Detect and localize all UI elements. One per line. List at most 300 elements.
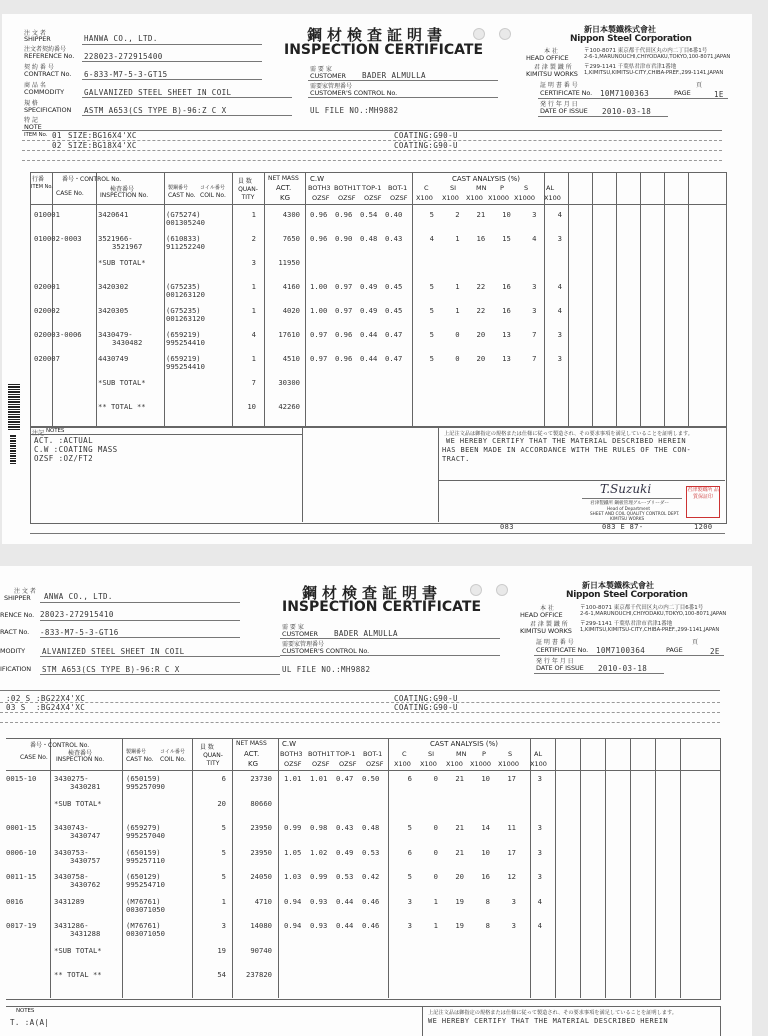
row-quantity: 3 (221, 921, 226, 930)
th-kg: KG (248, 760, 259, 768)
th-ca-unit-1: X100 (394, 760, 411, 768)
title-jp: 鋼材検査証明書 (307, 26, 448, 44)
th-cw-col-4: BOT-1 (363, 750, 383, 758)
kimitsu-address: 1,KIMITSU,KIMITSU-CITY,CHIBA-PREF.,299-1141,JAPAN (580, 627, 720, 633)
row-cast-analysis: 0 (433, 872, 438, 881)
th-cast-jp: 製鋼番号 (168, 185, 189, 191)
note-label-jp: 特 記 (24, 117, 38, 124)
row-quantity: 7 (251, 378, 256, 387)
row-inspection-no: *SUB TOTAL* (98, 258, 146, 267)
row-net-mass: 11950 (278, 258, 300, 267)
customer-value: BADER ALMULLA (334, 629, 398, 638)
spec-value: ASTM A653(CS TYPE B)-96:Z C X (84, 106, 227, 115)
signature: T.Suzuki (600, 482, 652, 496)
row-cast-analysis: 19 (455, 896, 464, 906)
th-coil: COIL No. (200, 192, 226, 199)
shipper-label: SHIPPER (4, 594, 31, 602)
row-coating-mass: 0.48 (360, 234, 378, 243)
inspection-table (30, 172, 727, 428)
row-cast-analysis: 3 (407, 896, 412, 906)
row-cast-analysis: 13 (502, 330, 511, 339)
row-coating-mass: 0.49 (360, 306, 378, 315)
row-cast-analysis: 7 (532, 330, 537, 339)
th-ca-al: AL (534, 750, 543, 758)
row-cast-analysis: 3 (537, 872, 542, 881)
row-coating-mass: 0.97 (335, 282, 353, 291)
title-en: INSPECTION CERTIFICATE (284, 42, 484, 58)
th-act: ACT. (276, 184, 292, 192)
row-cast-analysis: 7 (532, 354, 537, 363)
binder-hole (499, 28, 511, 40)
row-inspection-no-end: 3431288 (70, 929, 101, 938)
th-cw-col-4: BOT-1 (388, 184, 408, 192)
page-label: PAGE (674, 89, 691, 97)
footer-code-2: 083 E 87- (602, 523, 644, 531)
row-cast-analysis: 21 (455, 823, 464, 832)
row-cast-analysis: 1 (455, 234, 460, 243)
customer-control-label-jp: 需要家管理番号 (282, 641, 325, 648)
row-coating-mass: 0.96 (335, 330, 353, 339)
th-cw-unit-3: OZSF (339, 760, 357, 768)
th-item-jp: 行番 (32, 176, 45, 183)
th-cw-unit-1: OZSF (284, 760, 302, 768)
row-cast-analysis: 15 (502, 234, 511, 243)
row-cast-analysis: 5 (429, 354, 434, 363)
row-cast-analysis: 1 (433, 896, 438, 906)
row-cast-analysis: 21 (455, 847, 464, 857)
th-cw-unit-3: OZSF (364, 194, 382, 202)
row-cast-analysis: 4 (537, 921, 542, 930)
row-cast-analysis: 0 (433, 823, 438, 832)
th-qty: QUAN- TITY (238, 186, 258, 201)
row-coating-mass: 1.01 (284, 774, 302, 783)
row-cast-analysis: 5 (429, 282, 434, 291)
row-cast-analysis: 17 (507, 774, 516, 783)
row-cast-no: (650159) (126, 774, 161, 783)
binder-hole (496, 584, 508, 596)
row-net-mass: 23730 (250, 774, 272, 783)
certification-line-1: WE HEREBY CERTIFY THAT THE MATERIAL DESCRIBED HEREIN (446, 437, 686, 445)
row-cast-no: (G75274) (166, 210, 201, 219)
th-control: 番号・CONTROL No. (62, 176, 122, 183)
row-coating-mass: 0.97 (335, 306, 353, 315)
contract-label-jp: 契 約 番 号 (24, 64, 54, 71)
row-cast-analysis: 3 (557, 234, 562, 243)
row-coating-mass: 0.94 (284, 921, 302, 930)
th-cast: CAST No. (126, 756, 154, 763)
row-coil-no: 911252240 (166, 242, 205, 251)
item-size-1: SIZE:BG16X4'XC (68, 131, 137, 140)
row-case-no: 020001 (34, 282, 60, 291)
row-inspection-no: 3430753- (54, 847, 89, 857)
row-case-no: 0001-15 (6, 823, 37, 832)
row-cast-analysis: 3 (407, 921, 412, 930)
row-coating-mass: 0.54 (360, 210, 378, 219)
certification-line-3: TRACT. (442, 455, 470, 463)
th-item: ITEM No. (31, 184, 53, 190)
row-cast-analysis: 4 (429, 234, 434, 243)
footer-code-3: 1200 (694, 523, 713, 531)
customer-label-jp: 需 要 家 (282, 624, 304, 631)
item-size-2: :BG22X4'XC (36, 694, 86, 703)
row-coating-mass: 0.43 (385, 234, 403, 243)
row-inspection-no: 3420302 (98, 282, 129, 291)
row-inspection-no: 3430743- (54, 823, 89, 832)
row-coating-mass: 0.46 (362, 921, 380, 930)
row-cast-analysis: 10 (502, 210, 511, 219)
row-coil-no: 995257090 (126, 782, 165, 791)
certification-line-1: WE HEREBY CERTIFY THAT THE MATERIAL DESCRIBED HEREIN (428, 1017, 668, 1025)
row-case-no: 020002 (34, 306, 60, 315)
row-coating-mass: 0.97 (310, 354, 328, 363)
footer-code-1: 083 (500, 523, 514, 531)
row-inspection-no: *SUB TOTAL* (98, 378, 146, 387)
note-label: NOTE (24, 123, 42, 131)
item-size-3: :BG24X4'XC (36, 703, 86, 712)
row-quantity: 3 (251, 258, 256, 267)
row-coating-mass: 1.00 (310, 306, 328, 315)
row-coating-mass: 0.44 (336, 921, 354, 930)
date-label-jp: 発 行 年 月 日 (540, 101, 578, 108)
th-cw-col-1: BOTH3 (280, 750, 303, 758)
row-inspection-no: 3430758- (54, 872, 89, 881)
kimitsu-address-jp: 〒299-1141 千葉県君津市君津1番地 (584, 64, 677, 70)
row-cast-analysis: 20 (455, 872, 464, 881)
page-label: PAGE (666, 646, 683, 654)
ul-file-value: UL FILE NO.:MH9882 (282, 665, 371, 674)
row-case-no: 0015-10 (6, 774, 37, 783)
row-inspection-no: 3430275- (54, 774, 89, 783)
row-quantity: 10 (247, 402, 256, 411)
row-coating-mass: 0.93 (310, 921, 328, 930)
page-label-jp: 頁 (696, 82, 703, 89)
row-inspection-no-end: 3430747 (70, 831, 101, 840)
row-cast-analysis: 5 (429, 210, 434, 219)
item-size-2: SIZE:BG18X4'XC (68, 141, 137, 150)
signer-title: Head of Department (607, 506, 650, 511)
page-value: 1E (714, 90, 724, 99)
certification-jp: 上記注文品は御指定の規格または仕様に従って製造され、その要求事項を満足していることを証明します。 (428, 1010, 677, 1016)
th-cast-jp: 製鋼番号 (126, 749, 147, 755)
row-cast-no: (659219) (166, 354, 201, 363)
customer-value: BADER ALMULLA (362, 71, 426, 80)
commodity-value: GALVANIZED STEEL SHEET IN COIL (84, 88, 232, 97)
customer-label: CUSTOMER (282, 630, 318, 638)
row-coating-mass: 0.42 (362, 872, 380, 881)
item-coating-2: COATING:G90-U (394, 694, 458, 703)
head-office-address: 2-6-1,MARUNOUCHI,CHIYODAKU,TOKYO,100-8071,JAPAN (584, 54, 731, 60)
row-cast-analysis: 20 (476, 354, 486, 363)
row-inspection-no: 3521966- (98, 234, 133, 243)
th-cw-col-1: BOTH3 (308, 184, 331, 192)
row-cast-no: (M76761) (126, 896, 161, 906)
th-qty: QUAN- TITY (203, 752, 223, 767)
reference-label-jp: 注文者契約番号 (24, 46, 67, 53)
row-coating-mass: 0.47 (385, 354, 403, 363)
customer-control-label-jp: 需要家管理番号 (310, 83, 353, 90)
row-cast-analysis: 3 (537, 847, 542, 857)
row-net-mass: 23950 (250, 823, 272, 832)
certification-line-2: HAS BEEN MADE IN ACCORDANCE WITH THE RULES OF THE CON- (442, 446, 692, 454)
th-ca-al: AL (546, 184, 555, 192)
row-coil-no: 995257040 (126, 831, 165, 840)
commodity-label-jp: 商 品 名 (24, 82, 46, 89)
page-value: 2E (710, 647, 720, 656)
head-office-address-jp: 〒100-8071 東京都千代田区丸の内二丁目6番1号 (584, 48, 708, 54)
row-coating-mass: 0.47 (385, 330, 403, 339)
row-quantity: 1 (251, 210, 256, 219)
th-cw-unit-4: OZSF (366, 760, 384, 768)
th-ca-unit-3: X100 (446, 760, 463, 768)
row-case-no: 010002-0003 (34, 234, 82, 243)
row-coating-mass: 0.46 (362, 896, 380, 906)
contract-label: RACT No. (0, 628, 30, 636)
note-line-2: C.W :COATING MASS (34, 445, 118, 454)
reference-label: RENCE No. (0, 611, 35, 619)
row-inspection-no: *SUB TOTAL* (54, 945, 102, 955)
th-net-mass: NET MASS (268, 175, 299, 182)
th-kg: KG (280, 194, 291, 202)
kimitsu-label: KIMITSU WORKS (520, 627, 572, 635)
row-cast-analysis: 5 (429, 330, 434, 339)
row-net-mass: 23950 (250, 847, 272, 857)
customer-label-jp: 需 要 家 (310, 66, 332, 73)
row-coating-mass: 0.43 (336, 823, 354, 832)
certno-label: CERTIFICATE No. (540, 89, 593, 97)
row-quantity: 1 (251, 282, 256, 291)
row-net-mass: 4160 (282, 282, 300, 291)
certification-jp: 上記注文品は御指定の規格または仕様に従って製造され、その要求事項を満足していることを証明します。 (444, 431, 693, 437)
note-line-1: ACT. :ACTUAL (34, 436, 93, 445)
th-cw-col-3: TOP-1 (336, 750, 356, 758)
th-cw: C.W (282, 740, 297, 748)
row-cast-analysis: 16 (502, 282, 511, 291)
row-coating-mass: 1.01 (310, 774, 328, 783)
row-case-no: 0016 (6, 896, 24, 906)
th-qty-jp: 員 数 (238, 178, 252, 185)
row-coating-mass: 1.00 (310, 282, 328, 291)
item-no-3: 03 S (6, 703, 26, 712)
customer-control-label: CUSTOMER'S CONTROL No. (282, 647, 370, 655)
row-quantity: 20 (217, 798, 226, 808)
th-cw-col-2: BOTH1T (308, 750, 335, 758)
th-ca-unit-5: X1000 (498, 760, 519, 768)
th-ca-mn: MN (456, 750, 467, 758)
row-coating-mass: 0.93 (310, 896, 328, 906)
row-net-mass: 4020 (282, 306, 300, 315)
note-line: T. :A(A| (10, 1018, 50, 1027)
row-cast-no: (659279) (126, 823, 161, 832)
row-coating-mass: 0.99 (284, 823, 302, 832)
th-ca-s: S (524, 184, 529, 192)
row-inspection-no: ** TOTAL ** (98, 402, 146, 411)
th-net-mass: NET MASS (236, 740, 267, 747)
row-cast-analysis: 0 (455, 354, 460, 363)
spec-label: IFICATION (0, 665, 32, 673)
th-cw-unit-2: OZSF (312, 760, 330, 768)
row-quantity: 6 (221, 774, 226, 783)
row-cast-analysis: 22 (476, 282, 486, 291)
th-ca-unit-4: X1000 (488, 194, 509, 202)
th-insp-jp: 検査番号 (110, 186, 135, 193)
row-quantity: 5 (221, 847, 226, 857)
row-coating-mass: 0.40 (385, 210, 403, 219)
row-case-no: 020007 (34, 354, 60, 363)
th-ca-unit-4: X1000 (470, 760, 491, 768)
notes-label: NOTES (16, 1008, 35, 1014)
row-coating-mass: 0.96 (310, 210, 328, 219)
barcode (10, 434, 16, 464)
th-cw: C.W (310, 175, 325, 183)
row-cast-analysis: 6 (407, 774, 412, 783)
row-cast-analysis: 3 (532, 282, 537, 291)
th-cw-unit-2: OZSF (338, 194, 356, 202)
th-ca-si: SI (450, 184, 457, 192)
th-insp-jp: 検査番号 (68, 750, 93, 757)
company-name-jp: 新日本製鐵株式會社 (582, 581, 654, 590)
row-coating-mass: 0.45 (385, 282, 403, 291)
title-jp: 鋼材検査証明書 (302, 584, 443, 602)
barcode (8, 384, 20, 430)
spec-value: STM A653(CS TYPE B)-96:R C X (42, 665, 180, 674)
row-cast-analysis: 1 (455, 282, 460, 291)
th-coil-jp: コイル番号 (200, 185, 225, 191)
row-coating-mass: 0.90 (335, 234, 353, 243)
row-cast-analysis: 13 (502, 354, 511, 363)
item-no-2: :02 S (6, 694, 31, 703)
row-coil-no: 001263120 (166, 290, 205, 299)
shipper-value: HANWA CO., LTD. (84, 34, 158, 43)
row-coating-mass: 0.50 (362, 774, 380, 783)
th-ca-c: C (424, 184, 429, 192)
item-coating-1: COATING:G90-U (394, 131, 458, 140)
contract-value: -833-M7-5-3-GT16 (40, 628, 119, 637)
row-cast-analysis: 4 (532, 234, 537, 243)
th-insp: INSPECTION No. (100, 192, 149, 199)
company-name: Nippon Steel Corporation (566, 590, 688, 600)
row-inspection-no: 3420641 (98, 210, 129, 219)
row-coating-mass: 0.97 (310, 330, 328, 339)
th-ca-mn: MN (476, 184, 487, 192)
row-inspection-no: 3431286- (54, 921, 89, 930)
inspection-certificate-page-2 (0, 566, 752, 1036)
contract-value: 6-833-M7-5-3-GT15 (84, 70, 168, 79)
seal-text: 君津製鐵所 品質保証印 (687, 487, 719, 500)
head-office-address-jp: 〒100-8071 東京都千代田区丸の内二丁目6番1号 (580, 605, 704, 611)
row-inspection-no: ** TOTAL ** (54, 970, 102, 979)
row-coating-mass: 1.02 (310, 847, 328, 857)
certno-label-jp: 証 明 書 番 号 (536, 639, 574, 646)
row-cast-analysis: 0 (433, 847, 438, 857)
row-cast-analysis: 3 (537, 823, 542, 832)
row-inspection-no-end: 3430762 (70, 880, 101, 889)
row-cast-analysis: 4 (557, 210, 562, 219)
item-coating-3: COATING:G90-U (394, 703, 458, 712)
row-cast-analysis: 4 (537, 896, 542, 906)
notes-label: NOTES (46, 428, 65, 434)
company-name: Nippon Steel Corporation (570, 34, 692, 44)
date-value: 2010-03-18 (598, 664, 648, 673)
row-coating-mass: 1.03 (284, 872, 302, 881)
th-ca-unit-1: X100 (416, 194, 433, 202)
customer-control-label: CUSTOMER'S CONTROL No. (310, 89, 398, 97)
row-cast-no: (650159) (126, 847, 161, 857)
row-cast-analysis: 3 (511, 896, 516, 906)
row-coating-mass: 0.44 (360, 330, 378, 339)
row-cast-analysis: 8 (485, 896, 490, 906)
title-en: INSPECTION CERTIFICATE (282, 599, 482, 615)
certno-label-jp: 証 明 書 番 号 (540, 82, 578, 89)
signer-works: KIMITSU WORKS (610, 516, 645, 521)
row-cast-analysis: 3 (532, 306, 537, 315)
row-cast-analysis: 3 (557, 330, 562, 339)
row-inspection-no: 3431289 (54, 896, 85, 906)
reference-value: 28023-272915410 (40, 610, 114, 619)
row-case-no: 0017-19 (6, 921, 37, 930)
th-ca-unit-2: X100 (442, 194, 459, 202)
row-coil-no: 995254410 (166, 362, 205, 371)
th-cw-unit-4: OZSF (390, 194, 408, 202)
binder-hole (470, 584, 482, 596)
date-label-jp: 発 行 年 月 日 (536, 658, 574, 665)
th-coil: COIL No. (160, 756, 186, 763)
row-net-mass: 237820 (246, 970, 272, 979)
row-inspection-no-end: 3430757 (70, 855, 101, 865)
shipper-label-jp: 注 文 者 (14, 588, 36, 595)
shipper-label-jp: 注 文 者 (24, 30, 46, 37)
notes-label-jp: 注記 (32, 430, 45, 437)
row-case-no: 0006-10 (6, 847, 37, 857)
certno-value: 10M7100364 (596, 646, 646, 655)
row-net-mass: 17610 (278, 330, 300, 339)
company-seal (686, 486, 720, 518)
row-cast-no: (M76761) (126, 921, 161, 930)
row-cast-analysis: 4 (557, 282, 562, 291)
ul-file-value: UL FILE NO.:MH9882 (310, 106, 399, 115)
row-cast-no: (G75235) (166, 306, 201, 315)
row-coil-no: 001263120 (166, 314, 205, 323)
kimitsu-label: KIMITSU WORKS (526, 70, 578, 78)
th-ca-unit-2: X100 (420, 760, 437, 768)
row-coil-no: 995254710 (126, 880, 165, 889)
row-quantity: 1 (251, 306, 256, 315)
row-quantity: 1 (221, 896, 226, 906)
th-act: ACT. (244, 750, 260, 758)
th-ca-unit-6: X100 (530, 760, 547, 768)
th-qty-jp: 員 数 (200, 744, 214, 751)
row-cast-analysis: 0 (455, 330, 460, 339)
row-net-mass: 42260 (278, 402, 300, 411)
th-ca-s: S (508, 750, 513, 758)
company-name-jp: 新日本製鐵株式會社 (584, 25, 656, 34)
row-coating-mass: 0.99 (310, 872, 328, 881)
row-cast-analysis: 21 (455, 774, 464, 783)
row-coating-mass: 0.53 (362, 847, 380, 857)
row-cast-analysis: 8 (485, 921, 490, 930)
row-net-mass: 80660 (250, 798, 272, 808)
page-label-jp: 頁 (692, 639, 699, 646)
th-ca-unit-5: X1000 (514, 194, 535, 202)
row-cast-no: (610833) (166, 234, 201, 243)
th-cw-col-3: TOP-1 (362, 184, 382, 192)
row-cast-analysis: 22 (476, 306, 486, 315)
kimitsu-address: 1,KIMITSU,KIMITSU-CITY,CHIBA-PREF.,299-1141,JAPAN (584, 70, 724, 76)
row-net-mass: 4510 (282, 354, 300, 363)
note-line-3: OZSF :OZ/FT2 (34, 454, 93, 463)
row-cast-no: (659219) (166, 330, 201, 339)
row-case-no: 0011-15 (6, 872, 37, 881)
row-inspection-no: *SUB TOTAL* (54, 798, 102, 808)
